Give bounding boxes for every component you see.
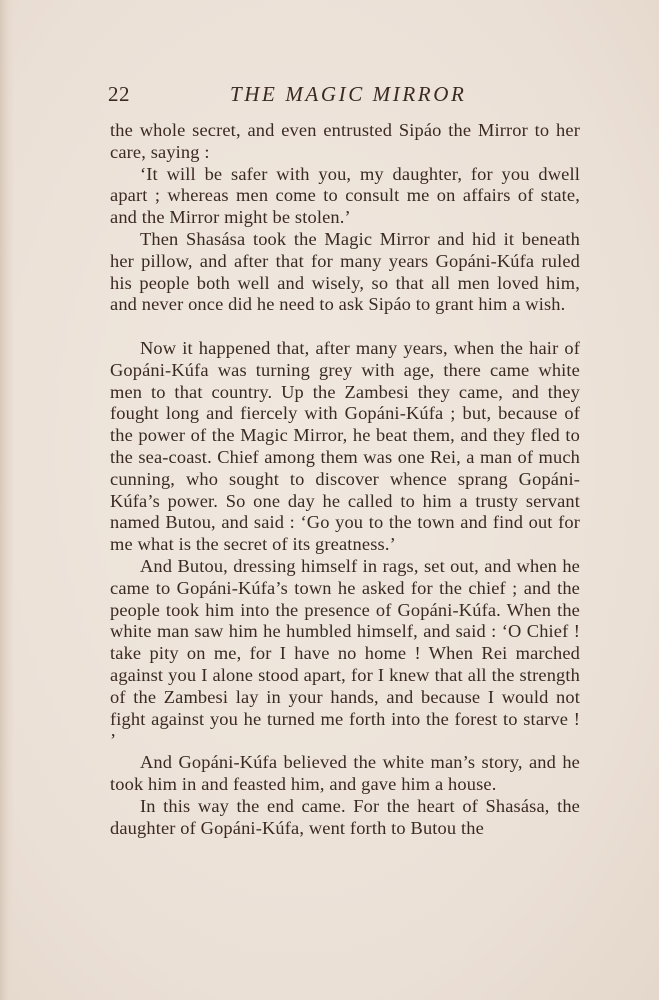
page-gutter-shadow xyxy=(0,0,14,1000)
paragraph: And Gopáni-Kúfa believed the white man’s story, and he took him in and feasted him, and gave him a house. xyxy=(110,752,580,794)
paragraph: In this way the end came. For the heart of Shasása, the daughter of Gopáni-Kúfa, went forth to Butou the xyxy=(110,795,580,838)
paragraph: ‘It will be safer with you, my daughter, for you dwell apart ; whereas men come to consult me on affairs of state, and the Mirror might be stolen.’ xyxy=(110,163,580,228)
body-text xyxy=(110,120,580,839)
paragraph-continuation: the whole secret, and even entrusted Sipáo the Mirror to her care, saying : xyxy=(110,120,580,162)
page-number: 22 xyxy=(108,82,130,106)
paragraph: Now it happened that, after many years, when the hair of Gopáni-Kúfa was turning grey with age, there came white men to that country. Up the Zambesi they came, and they fought long and fiercely with Gopáni-Kúfa ; but, because of the power of the Magic Mirror, he beat them, and they fled to the sea-coast. Chief among them was one Rei, a man of much cunning, who sought to discover whence sprang Gopáni-Kúfa’s power. So one day he called to him a trusty servant named Butou, and said : ‘Go you to the town and find out for me what is the secret of its greatness.’ xyxy=(110,337,580,555)
running-head xyxy=(108,82,582,108)
paragraph: Then Shasása took the Magic Mirror and hid it beneath her pillow, and after that for many years Gopáni-Kúfa ruled his people both well and wisely, so that all men loved him, and never once did he need to ask Sipáo to grant him a wish. xyxy=(110,228,580,315)
running-title: THE MAGIC MIRROR xyxy=(230,82,467,106)
paragraph: And Butou, dressing himself in rags, set out, and when he came to Gopáni-Kúfa’s town he asked for the chief ; and the people took him into the presence of Gopáni-Kúfa. When the white man saw him he humbled himself, and said : ‘O Chief ! take pity on me, for I have no home ! When Rei marched against you I alone stood apart, for I knew that all the strength of the Zambesi lay in your hands, and because I would not fight against you he turned me forth into the forest to starve ! ’ xyxy=(110,555,580,751)
